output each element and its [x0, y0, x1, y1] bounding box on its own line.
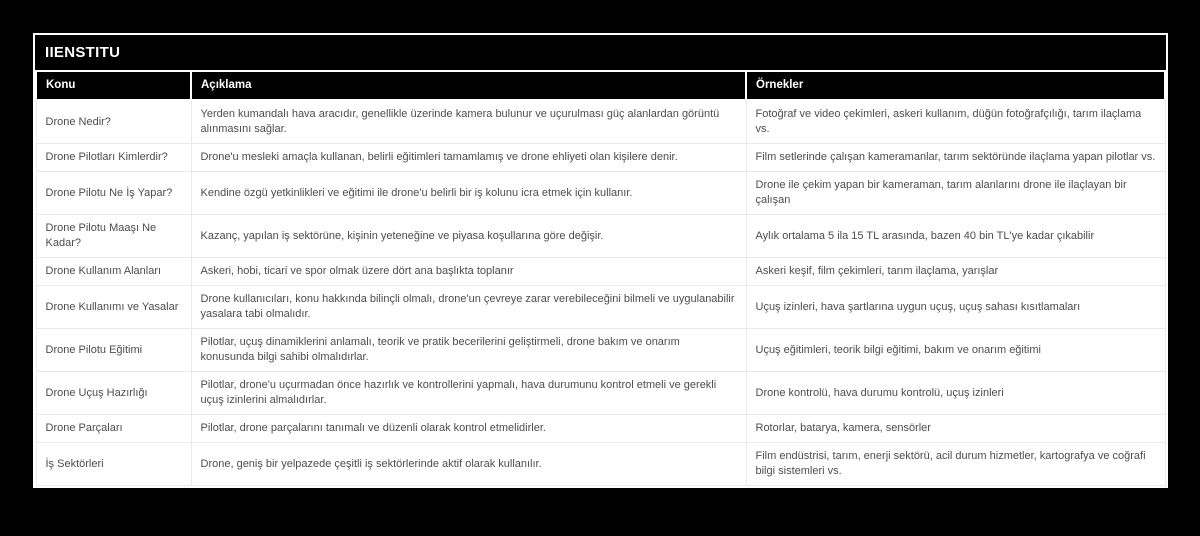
cell-ornekler: Askeri keşif, film çekimleri, tarım ilaçlama, yarışlar [746, 258, 1165, 286]
cell-konu: Drone Parçaları [36, 415, 191, 443]
table-row [36, 215, 1165, 258]
cell-konu: İş Sektörleri [36, 443, 191, 486]
cell-ornekler: Film endüstrisi, tarım, enerji sektörü, acil durum hizmetler, kartografya ve coğrafi bilgi sistemleri vs. [746, 443, 1165, 486]
cell-ornekler: Rotorlar, batarya, kamera, sensörler [746, 415, 1165, 443]
cell-aciklama: Drone, geniş bir yelpazede çeşitli iş sektörlerinde aktif olarak kullanılır. [191, 443, 746, 486]
cell-ornekler: Fotoğraf ve video çekimleri, askeri kullanım, düğün fotoğrafçılığı, tarım ilaçlama vs. [746, 100, 1165, 144]
cell-aciklama: Askeri, hobi, ticari ve spor olmak üzere dört ana başlıkta toplanır [191, 258, 746, 286]
table-row [36, 443, 1165, 486]
cell-aciklama: Drone'u mesleki amaçla kullanan, belirli eğitimleri tamamlamış ve drone ehliyeti olan kişilere denir. [191, 144, 746, 172]
column-header-aciklama: Açıklama [191, 71, 746, 100]
cell-ornekler: Film setlerinde çalışan kameramanlar, tarım sektöründe ilaçlama yapan pilotlar vs. [746, 144, 1165, 172]
cell-konu: Drone Kullanım Alanları [36, 258, 191, 286]
table-row [36, 172, 1165, 215]
cell-konu: Drone Kullanımı ve Yasalar [36, 286, 191, 329]
cell-aciklama: Pilotlar, drone parçalarını tanımalı ve düzenli olarak kontrol etmelidirler. [191, 415, 746, 443]
table-row [36, 329, 1165, 372]
cell-ornekler: Uçuş eğitimleri, teorik bilgi eğitimi, bakım ve onarım eğitimi [746, 329, 1165, 372]
cell-konu: Drone Pilotu Ne İş Yapar? [36, 172, 191, 215]
cell-ornekler: Drone kontrolü, hava durumu kontrolü, uçuş izinleri [746, 372, 1165, 415]
cell-aciklama: Pilotlar, uçuş dinamiklerini anlamalı, teorik ve pratik becerilerini geliştirmeli, drone bakım ve onarım konusunda bilgi sahibi olmalıdırlar. [191, 329, 746, 372]
cell-aciklama: Kazanç, yapılan iş sektörüne, kişinin yeteneğine ve piyasa koşullarına göre değişir. [191, 215, 746, 258]
cell-konu: Drone Pilotu Maaşı Ne Kadar? [36, 215, 191, 258]
cell-ornekler: Uçuş izinleri, hava şartlarına uygun uçuş, uçuş sahası kısıtlamaları [746, 286, 1165, 329]
cell-konu: Drone Nedir? [36, 100, 191, 144]
column-header-konu: Konu [36, 71, 191, 100]
table-row [36, 286, 1165, 329]
cell-konu: Drone Pilotları Kimlerdir? [36, 144, 191, 172]
table-row [36, 258, 1165, 286]
cell-konu: Drone Uçuş Hazırlığı [36, 372, 191, 415]
cell-aciklama: Pilotlar, drone'u uçurmadan önce hazırlık ve kontrollerini yapmalı, hava durumunu kontrol etmeli ve gerekli uçuş izinlerini almalıdırlar. [191, 372, 746, 415]
cell-ornekler: Drone ile çekim yapan bir kameraman, tarım alanlarını drone ile ilaçlayan bir çalışan [746, 172, 1165, 215]
brand-title: IIENSTITU [35, 35, 1166, 70]
cell-aciklama: Kendine özgü yetkinlikleri ve eğitimi ile drone'u belirli bir iş kolunu icra etmek için kullanır. [191, 172, 746, 215]
cell-aciklama: Drone kullanıcıları, konu hakkında bilinçli olmalı, drone'un çevreye zarar verebileceğini bilmeli ve uygulanabilir yasalara tabi olmalıdır. [191, 286, 746, 329]
table-header-row [36, 71, 1165, 100]
content-panel [33, 33, 1168, 488]
table-row [36, 100, 1165, 144]
table-row [36, 144, 1165, 172]
cell-aciklama: Yerden kumandalı hava aracıdır, genellikle üzerinde kamera bulunur ve uçurulması güç alanlardan görüntü alınmasını sağlar. [191, 100, 746, 144]
drone-info-table [35, 70, 1166, 486]
column-header-ornekler: Örnekler [746, 71, 1165, 100]
table-row [36, 372, 1165, 415]
cell-ornekler: Aylık ortalama 5 ila 15 TL arasında, bazen 40 bin TL'ye kadar çıkabilir [746, 215, 1165, 258]
table-row [36, 415, 1165, 443]
cell-konu: Drone Pilotu Eğitimi [36, 329, 191, 372]
